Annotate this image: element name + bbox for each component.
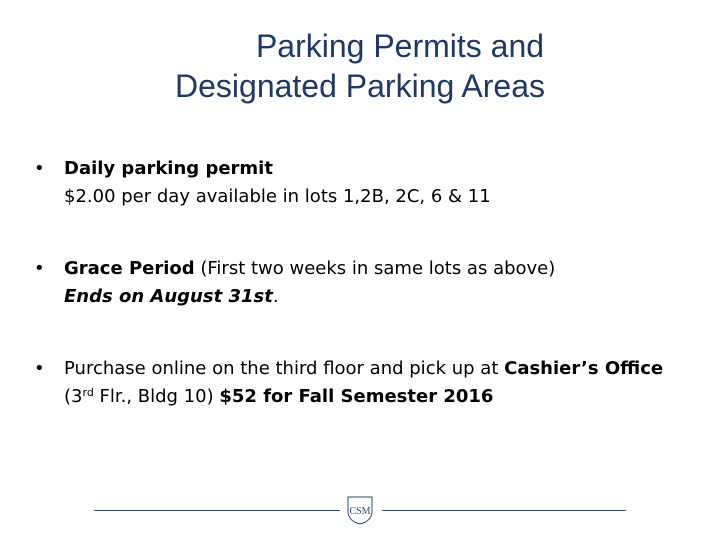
- grace-period-heading: Grace Period: [64, 258, 195, 279]
- title-line-2: Designated Parking Areas: [175, 68, 545, 104]
- csm-seal-icon: [344, 495, 376, 525]
- bullet-dot: •: [34, 258, 45, 279]
- bullet-list: [30, 155, 710, 455]
- daily-permit-heading: Daily parking permit: [64, 158, 273, 179]
- bullet-purchase: [30, 355, 710, 411]
- title-line-1: Parking Permits and: [255, 28, 545, 64]
- bullet-daily-permit: [30, 155, 710, 211]
- bullet-grace-period: [30, 255, 710, 311]
- location-prefix: (3: [64, 386, 83, 407]
- purchase-text: Purchase online on the third floor and pick up at: [64, 358, 505, 379]
- location-ordinal: rd: [82, 386, 94, 399]
- slide-title: [0, 26, 720, 106]
- cashier-office: Cashier’s Office: [504, 358, 664, 379]
- fall-semester-price: $52 for Fall Semester 2016: [219, 386, 494, 407]
- grace-period-end-date: Ends on August 31st: [64, 286, 273, 307]
- grace-period-end-suffix: .: [272, 286, 279, 307]
- bullet-dot: •: [34, 158, 45, 179]
- location-rest: Flr., Bldg 10): [93, 386, 220, 407]
- daily-permit-detail: $2.00 per day available in lots 1,2B, 2C, 6 & 11: [64, 186, 491, 207]
- logo-text: CSM: [349, 506, 371, 517]
- footer-rule-right: [382, 510, 626, 511]
- grace-period-text: (First two weeks in same lots as above): [194, 258, 556, 279]
- bullet-dot: •: [34, 358, 45, 379]
- footer-rule-left: [94, 510, 340, 511]
